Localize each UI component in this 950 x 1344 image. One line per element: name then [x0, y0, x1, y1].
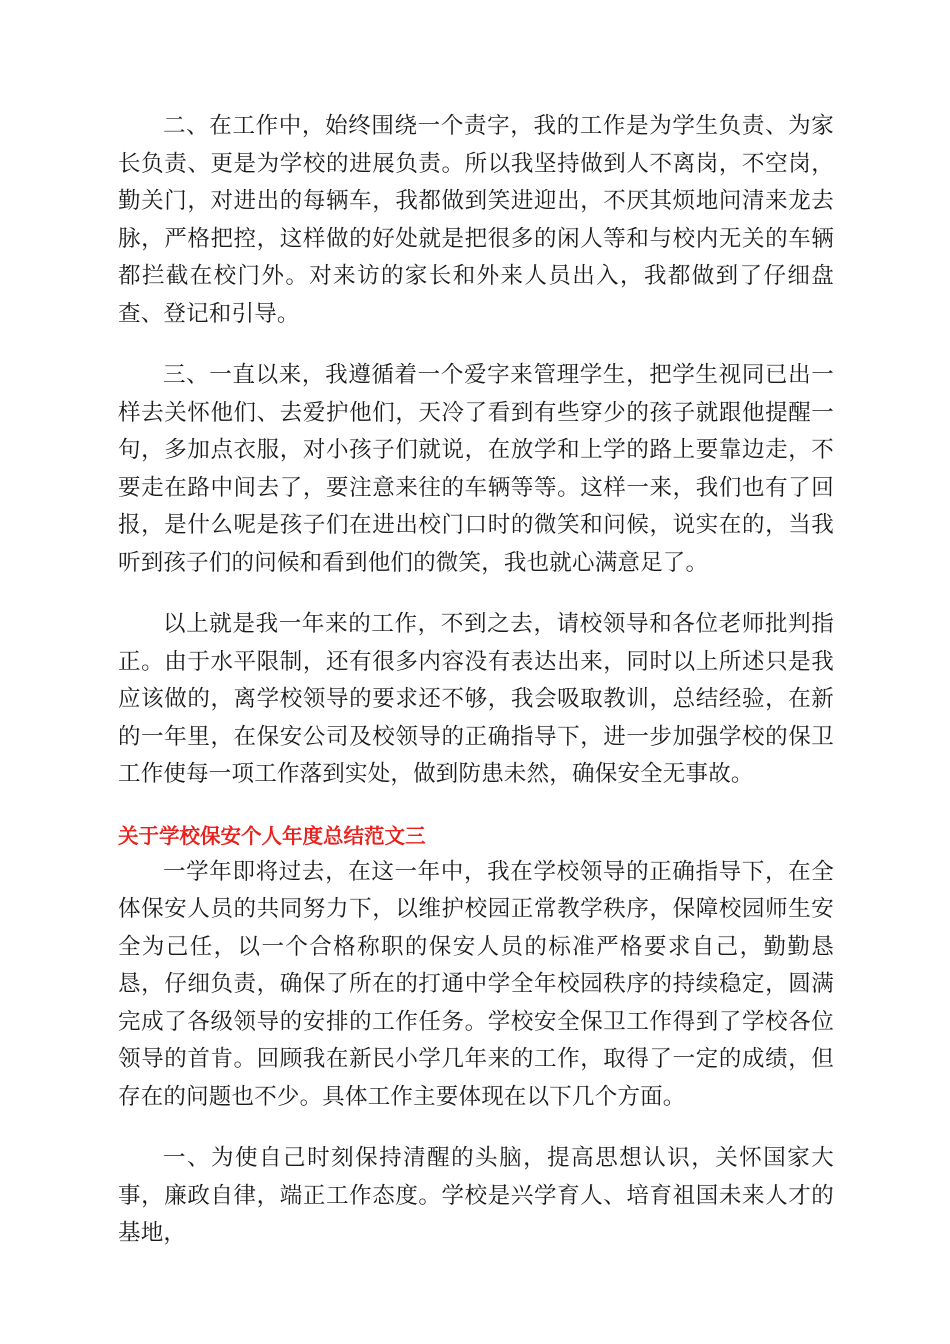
document-page [118, 108, 834, 1277]
paragraph-intro: 一学年即将过去，在这一年中，我在学校领导的正确指导下，在全体保安人员的共同努力下，以维护校园正常教学秩序，保障校园师生安全为己任，以一个合格称职的保安人员的标准严格要求自己，勤勤恳恳，仔细负责，确保了所在的打通中学全年校园秩序的持续稳定，圆满完成了各级领导的安排的工作任务。学校安全保卫工作得到了学校各位领导的首肯。回顾我在新民小学几年来的工作，取得了一定的成绩，但存在的问题也不少。具体工作主要体现在以下几个方面。 [118, 858, 834, 1110]
section-heading: 关于学校保安个人年度总结范文三 [118, 823, 426, 848]
paragraph-part-one: 一、为使自己时刻保持清醒的头脑，提高思想认识，关怀国家大事，廉政自律，端正工作态度。学校是兴学育人、培育祖国未来人才的基地， [118, 1145, 834, 1246]
paragraph-closing: 以上就是我一年来的工作，不到之去，请校领导和各位老师批判指正。由于水平限制，还有很多内容没有表达出来，同时以上所述只是我应该做的，离学校领导的要求还不够，我会吸取教训，总结经验，在新的一年里，在保安公司及校领导的正确指导下，进一步加强学校的保卫工作使每一项工作落到实处，做到防患未然，确保安全无事故。 [118, 611, 834, 787]
paragraph-part-three: 三、一直以来，我遵循着一个爱字来管理学生，把学生视同已出一样去关怀他们、去爱护他们，天冷了看到有些穿少的孩子就跟他提醒一句，多加点衣服，对小孩子们就说，在放学和上学的路上要靠边走，不要走在路中间去了，要注意来往的车辆等等。这样一来，我们也有了回报，是什么呢是孩子们在进出校门口时的微笑和问候，说实在的，当我听到孩子们的问候和看到他们的微笑，我也就心满意足了。 [118, 362, 834, 576]
paragraph-part-two: 二、在工作中，始终围绕一个责字，我的工作是为学生负责、为家长负责、更是为学校的进展负责。所以我坚持做到人不离岗，不空岗，勤关门，对进出的每辆车，我都做到笑进迎出，不厌其烦地问清来龙去脉，严格把控，这样做的好处就是把很多的闲人等和与校内无关的车辆都拦截在校门外。对来访的家长和外来人员出入，我都做到了仔细盘查、登记和引导。 [118, 113, 834, 327]
